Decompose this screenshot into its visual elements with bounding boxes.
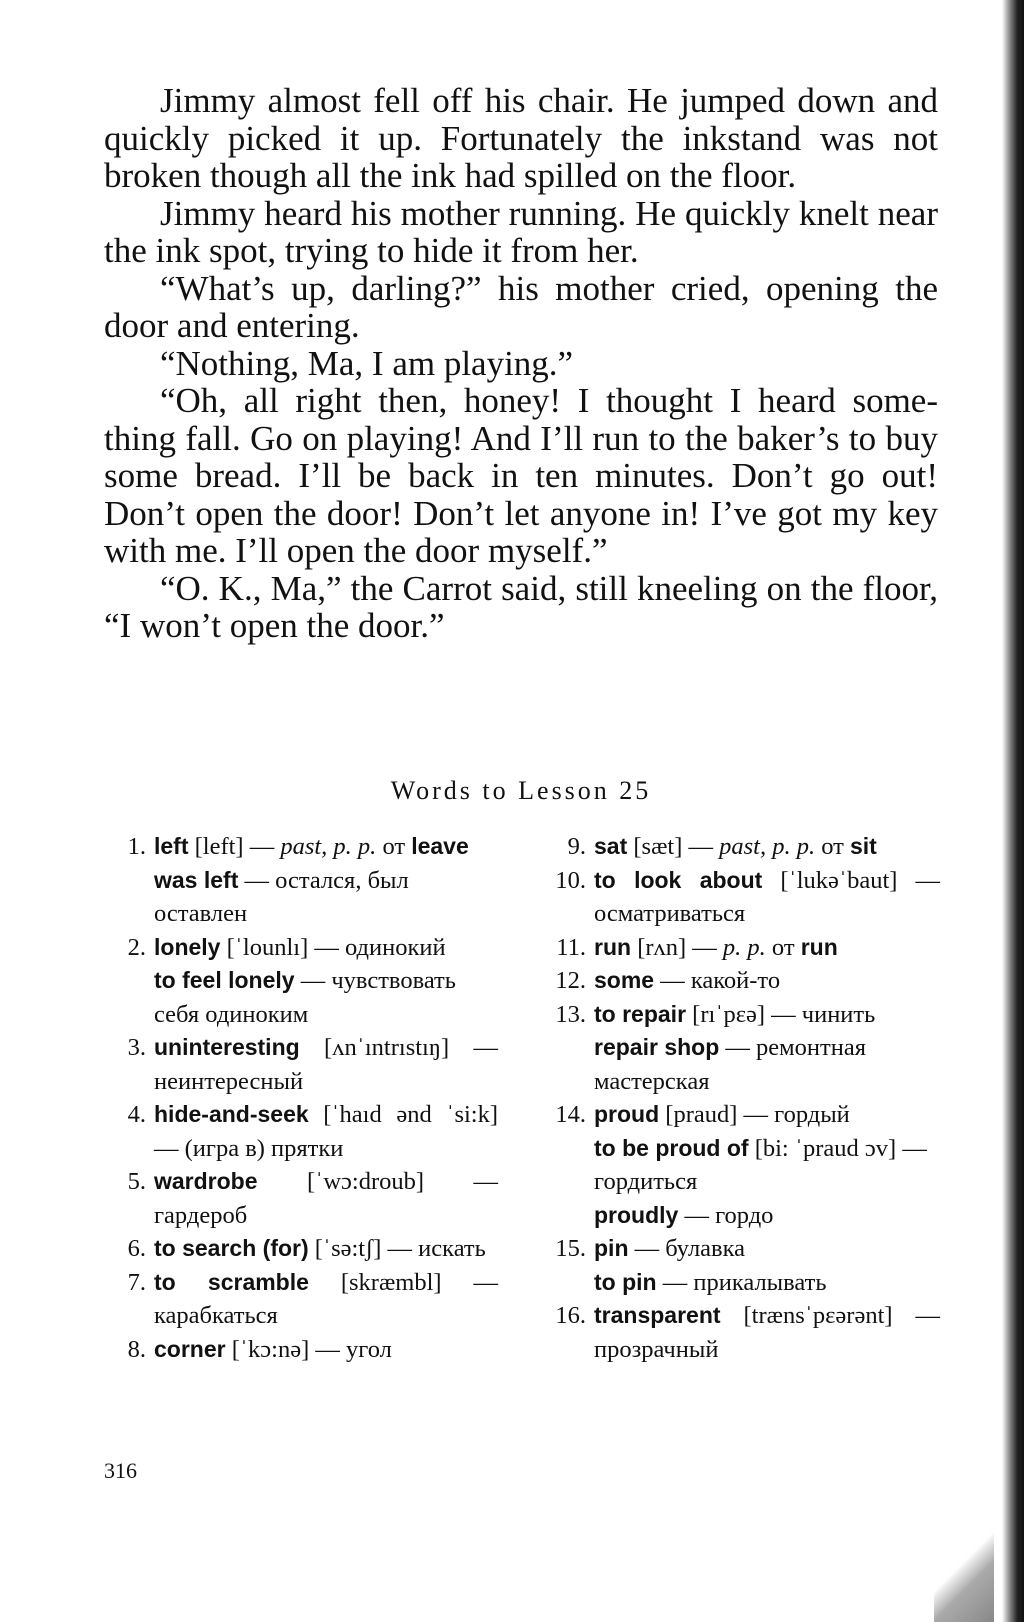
vocabulary-entry — [548, 931, 940, 965]
entry-number: 11. — [556, 933, 586, 961]
entry-headword-line — [594, 1232, 940, 1266]
page-number: 316 — [104, 1458, 137, 1483]
definition-text: [ˈlounlı] — одинокий — [220, 933, 446, 961]
vocabulary-entry — [108, 1232, 498, 1266]
vocabulary-entry — [108, 1165, 498, 1232]
definition-text: [ʌnˈıntrıstıŋ] — неинтересный — [154, 1034, 498, 1095]
entry-number: 14. — [555, 1101, 586, 1128]
definition-text: [trænsˈpɛərənt] — прозрачный — [594, 1302, 940, 1363]
entry-headword-line — [154, 1232, 498, 1266]
vocabulary-entry — [108, 1098, 498, 1165]
grammar-note: past, p. p. — [719, 833, 816, 860]
entry-number: 16. — [555, 1302, 586, 1329]
entry-number: 2. — [127, 933, 146, 961]
story-paragraph: Jimmy heard his mother running. He quickly knelt near the ink spot, trying to hide it from her. — [104, 193, 938, 270]
definition-text: [praud] — гордый — [659, 1101, 850, 1128]
headword: sat — [594, 833, 628, 859]
definition-text: — гордо — [678, 1201, 774, 1229]
definition-text: [rʌn] — — [631, 933, 723, 961]
entry-number: 8. — [127, 1335, 146, 1363]
vocabulary-entry — [548, 1232, 940, 1299]
entry-subline — [154, 964, 498, 1031]
definition-text: [rıˈpɛə] — чинить — [686, 1000, 876, 1028]
vocabulary-entry — [548, 998, 940, 1099]
entry-headword-line — [154, 1031, 498, 1098]
definition-text: — чувствовать себя одиноким — [154, 967, 456, 1028]
definition-text: [sæt] — — [627, 833, 720, 860]
entry-subline — [594, 1132, 940, 1199]
headword: was left — [154, 866, 239, 893]
entry-number: 10. — [555, 866, 586, 894]
headword: pin — [594, 1235, 629, 1261]
entry-number: 12. — [555, 967, 586, 994]
vocabulary-entry — [108, 830, 498, 931]
grammar-note: p. p. — [722, 933, 766, 961]
story-paragraph: “Nothing, Ma, I am playing.” — [160, 343, 574, 383]
headword: repair shop — [594, 1034, 720, 1060]
definition-text: — остался, был оставлен — [154, 866, 409, 927]
headword: to feel lonely — [154, 967, 295, 993]
entry-headword-line — [154, 1266, 498, 1333]
story-paragraph: “O. K., Ma,” the Carrot said, still kneeling on the floor, “I won’t open the door.” — [104, 568, 938, 645]
headword: proud — [594, 1101, 660, 1127]
vocabulary-entry — [108, 1266, 498, 1333]
headword: leave — [411, 833, 469, 859]
definition-text: — прикалывать — [656, 1268, 827, 1296]
entry-subline — [594, 1199, 940, 1233]
entry-number: 5. — [127, 1168, 146, 1195]
definition-text: от — [765, 933, 801, 961]
entry-headword-line — [594, 998, 940, 1032]
story-paragraph: “Oh, all right then, honey! I thought I heard some-thing fall. Go on playing! And I’ll run to the baker’s to buy some bread. I’ll be back in ten minutes. Don’t go out! Don’t open the door! Don’t let anyone in! I’ve got my key with me. I’ll open the door myself.” — [104, 381, 938, 570]
entry-headword-line — [154, 830, 498, 864]
entry-number: 7. — [127, 1268, 146, 1296]
entry-number: 4. — [127, 1101, 146, 1128]
page-binding-edge — [1002, 0, 1024, 1622]
entry-headword-line — [594, 931, 940, 965]
entry-subline — [594, 1266, 940, 1300]
vocabulary-entry — [548, 1299, 940, 1366]
headword: lonely — [154, 933, 221, 960]
headword: corner — [154, 1335, 226, 1362]
vocabulary-entry — [548, 864, 940, 931]
headword: transparent — [594, 1302, 721, 1328]
definition-text: — какой-то — [654, 967, 781, 994]
entry-subline — [154, 864, 498, 931]
entry-headword-line — [154, 931, 498, 965]
headword: to be proud of — [594, 1134, 749, 1161]
headword: to scramble — [154, 1268, 309, 1295]
entry-number: 15. — [555, 1235, 586, 1262]
entry-headword-line — [594, 830, 940, 864]
definition-text: — булавка — [628, 1235, 746, 1262]
definition-text: [ˈwɔ:droub] — гардероб — [154, 1168, 498, 1229]
entry-headword-line — [154, 1098, 498, 1165]
definition-text: [ˈkɔ:nə] — угол — [225, 1335, 392, 1363]
entry-headword-line — [154, 1333, 498, 1367]
headword: wardrobe — [154, 1168, 258, 1194]
page-corner-shadow — [934, 1530, 994, 1622]
vocabulary-heading: Words to Lesson 25 — [390, 776, 652, 805]
headword: to repair — [594, 1000, 687, 1027]
entry-subline — [594, 1031, 940, 1098]
entry-number: 9. — [567, 833, 586, 860]
headword: some — [594, 967, 655, 993]
grammar-note: past, p. p. — [280, 833, 377, 860]
headword: uninteresting — [154, 1034, 300, 1060]
headword: to search (for) — [154, 1235, 309, 1261]
definition-text: [ˈlukəˈbaut] — осматриваться — [594, 866, 940, 927]
entry-headword-line — [594, 964, 940, 998]
headword: run — [594, 933, 632, 960]
entry-number: 13. — [555, 1000, 586, 1028]
vocabulary-entry — [548, 1098, 940, 1232]
story-paragraph: “What’s up, darling?” his mother cried, opening the door and entering. — [104, 268, 938, 345]
vocabulary-column-right — [548, 830, 940, 1366]
definition-text: [skræmbl] — карабкаться — [154, 1268, 499, 1329]
definition-text: — ремонтная мастерская — [594, 1034, 866, 1095]
entry-number: 6. — [127, 1235, 146, 1262]
entry-headword-line — [594, 1098, 940, 1132]
vocabulary-column-left — [108, 830, 498, 1366]
entry-number: 3. — [127, 1034, 146, 1061]
entry-headword-line — [154, 1165, 498, 1232]
definition-text: [bi: ˈpraud ɔv] — гордиться — [594, 1134, 927, 1195]
entry-headword-line — [594, 864, 940, 931]
vocabulary-entry — [548, 830, 940, 864]
headword: hide-and-seek — [154, 1101, 309, 1127]
definition-text: [ˈsə:tʃ] — искать — [308, 1235, 486, 1262]
definition-text: [left] — — [188, 833, 281, 860]
entry-headword-line — [594, 1299, 940, 1366]
story-paragraph: Jimmy almost fell off his chair. He jumped down and quickly picked it up. Fortunately the inkstand was not broken though all the ink had spilled on the floor. — [104, 81, 938, 195]
vocabulary-entry — [108, 931, 498, 1032]
entry-number: 1. — [127, 833, 146, 860]
vocabulary-entry — [548, 964, 940, 998]
headword: proudly — [594, 1201, 679, 1228]
headword: run — [800, 933, 838, 960]
vocabulary-entry — [108, 1031, 498, 1098]
story-text — [104, 82, 938, 645]
headword: sit — [849, 833, 877, 859]
headword: to pin — [594, 1268, 657, 1295]
definition-text: от — [376, 833, 412, 860]
headword: to look about — [594, 866, 763, 893]
headword: left — [154, 833, 189, 859]
vocabulary-entry — [108, 1333, 498, 1367]
definition-text: [ˈhaıd ənd ˈsi:k] — (игра в) прятки — [154, 1101, 498, 1162]
definition-text: от — [815, 833, 850, 860]
